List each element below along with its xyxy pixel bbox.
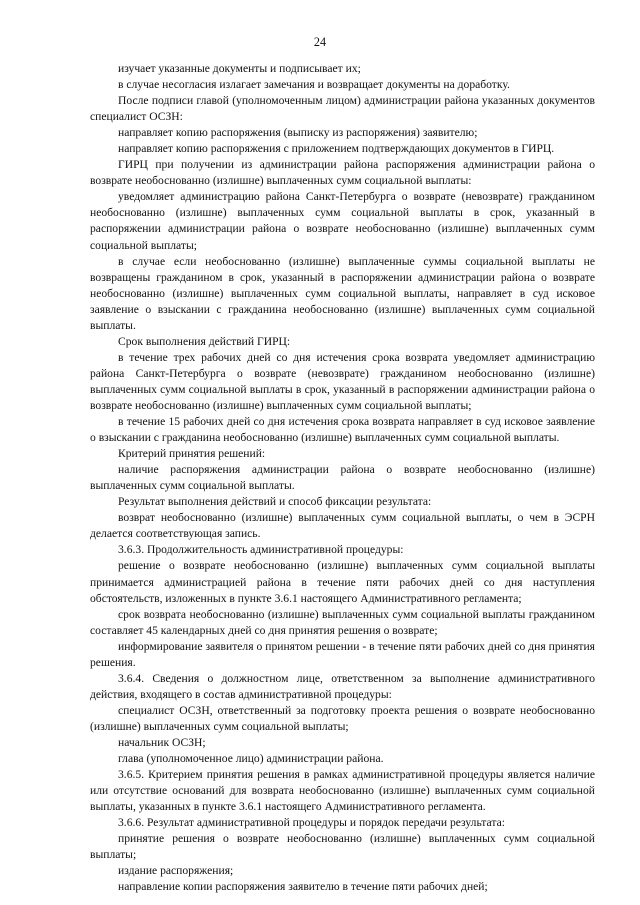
paragraph: Критерий принятия решений: <box>118 447 266 461</box>
paragraph: направление копии распоряжения заявителю в течение пяти рабочих дней; <box>118 880 488 894</box>
paragraph: направляет копию распоряжения с приложением подтверждающих документов в ГИРЦ. <box>118 142 555 156</box>
paragraph: в случае несогласия излагает замечания и возвращает документы на доработку. <box>118 78 510 92</box>
paragraph: в течение трех рабочих дней со дня истечения срока возврата уведомляет администрацию района Санкт-Петербурга о возврате (невозврате) гражданином необоснованно (излишне) выплаченных сумм социальной выплаты в срок, указанный в распоряжении администрации района о возврате необоснованно (излишне) выплаченных сумм социальной выплаты; <box>90 350 595 412</box>
document-body <box>90 61 595 895</box>
paragraph: в течение 15 рабочих дней со дня истечения срока возврата направляет в суд исковое заявление о взыскании с гражданина необоснованно (излишне) выплаченных сумм социальной выплаты. <box>90 415 595 445</box>
paragraph: наличие распоряжения администрации района о возврате необоснованно (излишне) выплаченных сумм социальной выплаты. <box>90 463 595 493</box>
paragraph: принятие решения о возврате необоснованно (излишне) выплаченных сумм социальной выплаты; <box>90 832 595 862</box>
paragraph: изучает указанные документы и подписывает их; <box>118 62 361 75</box>
paragraph: 3.6.3. Продолжительность административной процедуры: <box>118 543 404 557</box>
paragraph: 3.6.4. Сведения о должностном лице, ответственном за выполнение административного действия, входящего в состав административной процедуры: <box>90 671 595 701</box>
paragraph: глава (уполномоченное лицо) администрации района. <box>118 752 384 766</box>
paragraph: начальник ОСЗН; <box>118 735 206 749</box>
paragraph: После подписи главой (уполномоченным лицом) администрации района указанных документов специалист ОСЗН: <box>90 94 595 124</box>
paragraph: Результат выполнения действий и способ фиксации результата: <box>118 495 432 509</box>
paragraph: возврат необоснованно (излишне) выплаченных сумм социальной выплаты, о чем в ЭСРН делается соответствующая запись. <box>90 511 595 541</box>
paragraph: 3.6.6. Результат административной процедуры и порядок передачи результата: <box>118 816 505 830</box>
paragraph: уведомляет администрацию района Санкт-Петербурга о возврате (невозврате) гражданином необоснованно (излишне) выплаченных сумм социальной выплаты в срок, указанный в распоряжении администрации района о возврате необоснованно (излишне) выплаченных сумм социальной выплаты; <box>90 190 595 252</box>
paragraph: направляет копию распоряжения (выписку из распоряжения) заявителю; <box>118 126 478 140</box>
paragraph: информирование заявителя о принятом решении - в течение пяти рабочих дней со дня принятия решения. <box>90 639 595 669</box>
paragraph: срок возврата необоснованно (излишне) выплаченных сумм социальной выплаты гражданином составляет 45 календарных дней со дня принятия решения о возврате; <box>90 607 595 637</box>
paragraph: 3.6.5. Критерием принятия решения в рамках административной процедуры является наличие или отсутствие оснований для возврата необоснованно (излишне) выплаченных сумм социальной выплаты, указанных в пункте 3.6.1 настоящего Административного регламента. <box>90 768 595 814</box>
paragraph: специалист ОСЗН, ответственный за подготовку проекта решения о возврате необоснованно (излишне) выплаченных сумм социальной выплаты; <box>90 703 595 733</box>
paragraph: издание распоряжения; <box>118 864 234 878</box>
paragraph: Срок выполнения действий ГИРЦ: <box>118 334 291 348</box>
paragraph: в случае если необоснованно (излишне) выплаченные суммы социальной выплаты не возвращены гражданином в срок, указанный в распоряжении администрации района о возврате необоснованно (излишне) выплаченных сумм социальной выплаты, направляет в суд исковое заявление о взыскании с гражданина необоснованно (излишне) выплаченных сумм социальной выплаты. <box>90 254 595 332</box>
page-number: 24 <box>313 35 327 49</box>
paragraph: решение о возврате необоснованно (излишне) выплаченных сумм социальной выплаты принимается администрацией района в течение пяти рабочих дней со дня наступления обстоятельств, изложенных в пункте 3.6.1 настоящего Административного регламента; <box>90 559 595 605</box>
paragraph: ГИРЦ при получении из администрации района распоряжения администрации района о возврате необоснованно (излишне) выплаченных сумм социальной выплаты: <box>90 158 595 188</box>
